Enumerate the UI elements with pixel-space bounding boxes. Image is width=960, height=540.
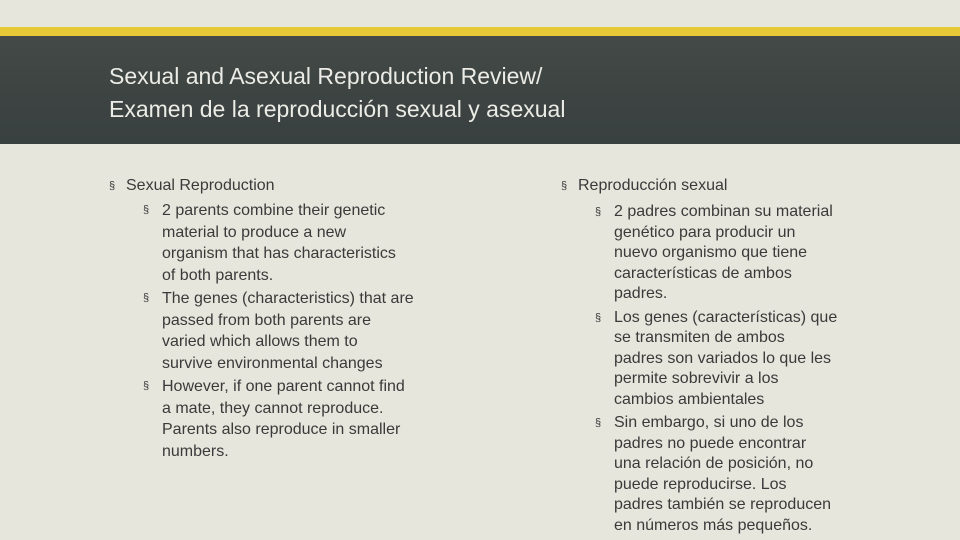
list-item-line: en números más pequeños. (614, 516, 813, 534)
square-bullet-icon: § (143, 380, 150, 392)
left-column (107, 175, 457, 462)
square-bullet-icon: § (595, 311, 602, 324)
list-item-line: puede reproducirse. Los (614, 475, 787, 493)
title-line-1: Sexual and Asexual Reproduction Review/ (109, 63, 543, 89)
list-item-line: organism that has characteristics (162, 245, 396, 262)
list-item-line: características de ambos (614, 264, 792, 282)
square-bullet-icon: § (595, 417, 602, 429)
list-item-line: padres también se reproducen (614, 496, 832, 513)
right-heading-item (559, 175, 859, 197)
list-item-line: Los genes (características) que (614, 308, 838, 326)
title-line-2: Examen de la reproducción sexual y asexual (109, 96, 566, 122)
list-item-line: padres. (614, 285, 668, 302)
square-bullet-icon: § (109, 180, 116, 192)
list-item-line: numbers. (162, 442, 229, 460)
list-item (107, 200, 457, 286)
list-item-line: material to produce a new (162, 223, 347, 241)
list-item-line: padres no puede encontrar (614, 434, 807, 452)
list-item-line: 2 padres combinan su material (614, 203, 833, 220)
right-heading: Reproducción sexual (578, 177, 728, 194)
list-item-line: se transmiten de ambos (614, 329, 785, 346)
list-item-line: Parents also reproduce in smaller (162, 421, 401, 438)
title-band (0, 36, 960, 144)
list-item-line: survive environmental changes (162, 354, 383, 372)
right-column (559, 175, 859, 536)
list-item (559, 202, 859, 305)
list-item-line: genético para producir un (614, 223, 796, 241)
list-item-line: permite sobrevivir a los (614, 370, 779, 387)
list-item (107, 376, 457, 462)
square-bullet-icon: § (561, 180, 568, 192)
list-item-line: However, if one parent cannot find (162, 378, 405, 395)
square-bullet-icon: § (143, 292, 150, 304)
square-bullet-icon: § (595, 206, 602, 218)
left-heading-item (107, 175, 457, 197)
list-item (559, 413, 859, 536)
left-heading: Sexual Reproduction (126, 177, 275, 194)
list-item (559, 308, 859, 411)
list-item-line: una relación de posición, no (614, 455, 814, 472)
list-item-line: The genes (characteristics) that are (162, 290, 414, 307)
list-item-line: cambios ambientales (614, 390, 765, 408)
list-item-line: passed from both parents are (162, 311, 372, 329)
list-item-line: padres son variados lo que les (614, 349, 832, 367)
list-item-line: a mate, they cannot reproduce. (162, 399, 384, 417)
list-item (107, 288, 457, 374)
list-item-line: nuevo organismo que tiene (614, 244, 808, 261)
list-item-line: 2 parents combine their genetic (162, 202, 386, 219)
list-item-line: varied which allows them to (162, 333, 358, 350)
list-item-line: of both parents. (162, 266, 274, 284)
list-item-line: Sin embargo, si uno de los (614, 414, 804, 431)
slide-title (109, 60, 929, 126)
accent-bar (0, 27, 960, 36)
square-bullet-icon: § (143, 204, 150, 216)
